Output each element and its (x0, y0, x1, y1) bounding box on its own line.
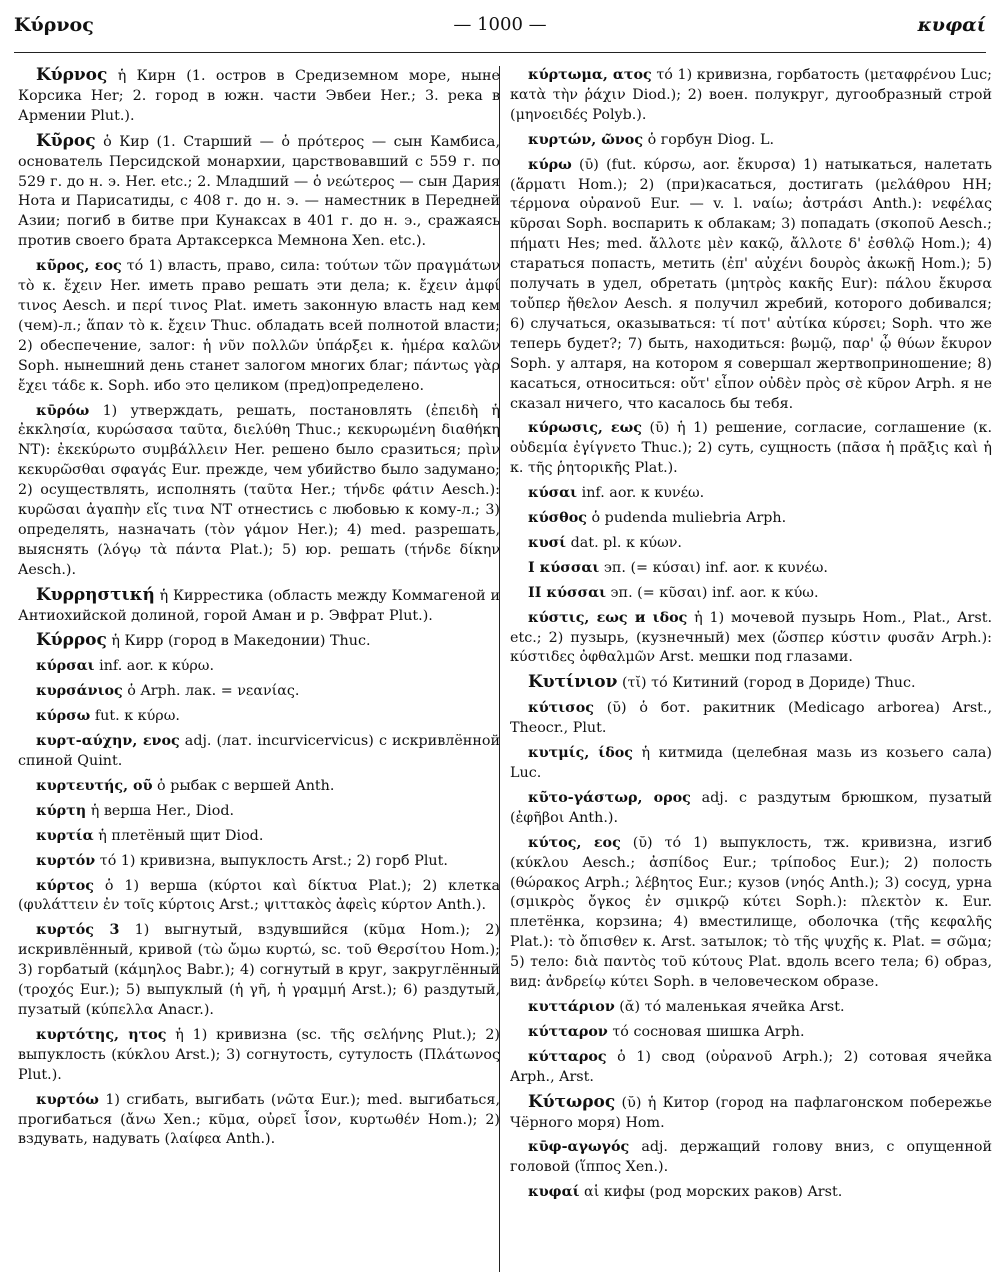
entry-definition: ὁ 1) верша (κύρτοι καὶ δίκτυα Plat.); 2) клетка (φυλάττειν ἐν τοῖς κύρτοις Arst.; ψιττακὸς ἀφεὶς κύρτον Anth.). (18, 877, 500, 914)
entry-headword: Κύρρος (36, 630, 107, 651)
entry-definition: (ῠ) ἡ Китор (город на пафлагонском побережье Чёрного моря) Hom. (510, 1094, 992, 1131)
dictionary-entry (18, 852, 500, 872)
entry-definition: 1) утверждать, решать, постановлять (ἐπειδὴ ἡ ἐκκλησία, κυρώσασα ταῦτα, διελύθη Thuc.; κεκυρωμένη διαθήκη NT): ἐκεκύρωτο συμβάλλειν Her. решено было сразиться; πρὶν κεκυρῶσθαι σφαγάς Eur. прежде, чем убийство было задумано; 2) осуществлять, исполнять (ταῦτα Her.; τήνδε φάτιν Aesch.): κυρῶσαι ἀγαπὴν εἴς τινα NT отнестись с любовью к кому-л.; 3) определять, назначать (τὸν γάμον Her.); 4) med. разрешать, выяснять (λόγῳ τὰ πάντα Plat.); 5) юр. решать (τήνδε δίκην Aesch.). (18, 402, 500, 578)
dictionary-entry (18, 707, 500, 727)
dictionary-entry (18, 402, 500, 581)
entry-definition: 1) сгибать, выгибать (νῶτα Eur.); med. выгибаться, прогибаться (ἄνω Xen.; κῦμα, οὐρεῖ ἶσον, κυρτωθέν Hom.); 2) вздувать, надувать (λαίφεα Anth.). (18, 1091, 500, 1148)
dictionary-entry (510, 66, 992, 126)
entry-definition: (ῠ) ὁ бот. ракитник (Medicago arborea) Arst., Theocr., Plut. (510, 700, 992, 737)
entry-definition: 1) выгнутый, вздувшийся (κῦμα Hom.); 2) искривлённый, кривой (τὼ ὤμω κυρτώ, sc. τοῦ Θερσίτου Hom.); 3) горбатый (κάμηλος Babr.); 4) согнутый в круг, закруглённый (τροχός Eur.); 5) выпуклый (ἡ γῆ, ἡ γραμμή Arst.); 6) раздутый, пузатый (κύπελλα Anacr.). (18, 922, 500, 1018)
dictionary-entry (510, 744, 992, 784)
dictionary-entry (510, 584, 992, 604)
entry-headword: κυτμίς, ίδος (528, 745, 633, 762)
dictionary-entry (510, 559, 992, 579)
entry-headword: κυφαί (528, 1184, 580, 1201)
entry-definition: (ῠ) τό 1) выпуклость, тж. кривизна, изгиб (κύκλου Aesch.; ἀσπίδος Eur.; τρίποδος Eur.); 2) полость (θώρακος Arph.; λέβητος Eur.; кузов (νηός Anth.); 3) сосуд, урна (σμικρὸς ὄγκος ἐν σμικρῷ κύτει Soph.): πλεκτὸν κ. Eur. плетёнка, корзина; 4) вместилище, оболочка (τῆς κεφαλῆς Plat.): τὸ ὄπισθεν κ. Arst. затылок; τὸ τῆς ψυχῆς κ. Plat. = σῶμα; 5) тело: διὰ παντὸς τοῦ κύτους Plat. вдоль всего тела; 6) образ, вид: ἀνδρείῳ κύτει Soph. в человеческом образе. (510, 834, 992, 991)
entry-headword: κυρσάνιος (36, 683, 123, 700)
entry-definition: adj. держащий голову вниз, с опущенной головой (ἵππος Xen.). (510, 1139, 992, 1176)
entry-definition: fut. к κύρω. (90, 708, 180, 725)
dictionary-entry (18, 1026, 500, 1086)
entry-definition: inf. aor. к κυνέω. (577, 485, 705, 502)
right-column (510, 66, 992, 1274)
entry-headword: κύρσω (36, 708, 91, 725)
entry-definition: ἡ верша Her., Diod. (86, 802, 235, 819)
entry-headword: κυρτία (36, 827, 94, 844)
entry-headword: II κύσσαι (528, 584, 606, 601)
dictionary-entry (18, 682, 500, 702)
header-rule (14, 52, 986, 53)
entry-headword: κύτταρος (528, 1048, 607, 1065)
entry-definition: (ῡ) (fut. κύρσω, aor. ἔκυρσα) 1) натыкаться, налетать (ἅρματι Hom.); 2) (при)касаться, достигать (μελάθρου HH; τέρμονα οὐρανοῦ Eur. — v. l. ναίω; ἀστράσι Anth.): νεφέλας κῦρσαι Soph. воспарить к облакам; 3) попадать (σκοποῦ Aesch.; πήματι Hes; med. ἄλλοτε μὲν κακῷ, ἄλλοτε δ' ἐσθλῷ Hom.); 4) стараться попасть, метить (ἐπ' αὐχένι δουρὸς ἀκωκῇ Hom.); 5) получать в удел, обретать (μητρὸς κακῆς Eur): πάλου ἔκυρσα τοὔπερ ἤθελον Aesch. я получил жребий, которого добивался; 6) случаться, оказываться: τί ποτ' αὐτίκα κύρσει; Soph. что же теперь будет?; 7) быть, находиться: βωμῷ, παρ' ᾧ θύων ἔκυρον Soph. у алтаря, на котором я совершал жертвоприношение; 8) касаться, относиться: οὔτ' εἶπον οὐδὲν πρὸς σὲ κῦρον Arph. я не сказал ничего, что касалось бы тебя. (510, 156, 992, 412)
entry-definition: (ᾰ) τό маленькая ячейка Arst. (614, 998, 845, 1015)
entry-definition: ἡ Киррестика (область между Коммагеной и Антиохийской долиной, горой Аман и р. Эвфрат Plut.). (18, 587, 500, 624)
entry-headword: Κῦρος (36, 130, 96, 151)
entry-definition: эп. (= κύσαι) inf. aor. к κυνέω. (599, 559, 828, 576)
entry-headword: κῡφ-αγωγός (528, 1139, 630, 1156)
entry-headword: Κυρρηστική (36, 584, 155, 605)
page-header (14, 14, 986, 44)
left-column (18, 66, 500, 1274)
dictionary-entry (510, 419, 992, 479)
dictionary-entry (18, 631, 500, 652)
entry-definition: ἡ Кирр (город в Македонии) Thuc. (106, 633, 371, 650)
entry-definition: adj. (лат. incurvicervicus) с искривлённой спиной Quint. (18, 733, 500, 769)
entry-definition: ἡ плетёный щит Diod. (93, 827, 264, 844)
entry-headword: κύρω (528, 156, 572, 173)
entry-definition: (ῡ) ἡ 1) решение, согласие, соглашение (κ. οὐδεμία ἐγίγνετο Thuc.); 2) суть, сущность (πᾶσα ἡ πρᾶξις καὶ ἡ κ. τῆς ῥητορικῆς Plat.). (510, 420, 992, 477)
entry-headword: κυρτός 3 (36, 922, 120, 939)
column-divider (499, 66, 500, 1272)
dictionary-entry (18, 586, 500, 627)
entry-definition: эп. (= κῦσαι) inf. aor. к κύω. (606, 584, 819, 601)
entry-headword: κυρτών, ῶνος (528, 131, 644, 148)
entry-definition: τό 1) кривизна, выпуклость Arst.; 2) горб Plut. (95, 852, 448, 869)
dictionary-entry (18, 1091, 500, 1151)
entry-headword: κυρτ-αύχην, ενος (36, 733, 180, 750)
dictionary-entry (510, 673, 992, 694)
entry-definition: ὁ рыбак с вершей Anth. (152, 777, 335, 794)
entry-headword: κυττάριον (528, 998, 615, 1015)
entry-headword: Κυτίνιον (528, 672, 618, 693)
entry-headword: κύστις, εως и ιδος (528, 609, 688, 626)
entry-definition: inf. aor. к κύρω. (94, 658, 215, 675)
entry-definition: ὁ горбун Diog. L. (643, 131, 774, 148)
entry-definition: αἱ кифы (род морских раков) Arst. (579, 1184, 843, 1201)
dictionary-entry (510, 484, 992, 504)
dictionary-entry (18, 921, 500, 1021)
dictionary-entry (510, 534, 992, 554)
entry-headword: κυρτόν (36, 852, 96, 869)
dictionary-entry (18, 777, 500, 797)
dictionary-entry (510, 834, 992, 993)
entry-definition: ἡ 1) кривизна (sc. τῆς σελήνης Plut.); 2) выпуклость (κύκλου Arst.); 3) согнутость, сутулость (Πλάτωνος Plut.). (18, 1026, 500, 1083)
entry-headword: κύτος, εος (528, 834, 621, 851)
entry-headword: κυρτόω (36, 1091, 99, 1108)
dictionary-entry (18, 877, 500, 917)
entry-definition: ὁ Кир (1. Старший — ὁ πρότερος — сын Камбиса, основатель Персидской монархии, царствовавший с 559 г. по 529 г. до н. э. Her. etc.; 2. Младший — ὁ νεώτερος — сын Дария Нота и Парисатиды, с 408 г. до н. э. — наместник в Передней Азии; погиб в битве при Кунаксах в 401 г. до н. э., сражаясь против своего брата Артаксеркса Мемнона Xen. etc.). (18, 133, 500, 250)
dictionary-entry (510, 998, 992, 1018)
entry-headword: Κύρνος (36, 66, 108, 85)
dictionary-entry (510, 509, 992, 529)
dictionary-entry (18, 732, 500, 772)
entry-definition: ἡ 1) мочевой пузырь Hom., Plat., Arst. etc.; 2) пузырь, (кузнечный) мех (ὥσπερ κύστιν φυσᾶν Arph.): κύστιδες ὀφθαλμῶν Arst. мешки под глазами. (510, 609, 992, 666)
running-head-right: κυφαί (917, 14, 986, 36)
dictionary-entry (18, 802, 500, 822)
entry-headword: κύρτος (36, 877, 95, 894)
dictionary-entry (510, 131, 992, 151)
entry-definition: ἡ Кирн (1. остров в Средиземном море, ныне Корсика Her; 2. город в южн. части Эвбеи Her.; 3. река в Армении Plut.). (18, 68, 500, 124)
entry-headword: κυρτότης, ητος (36, 1026, 167, 1043)
entry-headword: κύρσαι (36, 658, 95, 675)
entry-headword: κυσί (528, 534, 567, 551)
dictionary-entry (18, 657, 500, 677)
entry-headword: κῦρος, εος (36, 258, 122, 275)
dictionary-entry (510, 1023, 992, 1043)
entry-headword: I κύσσαι (528, 559, 600, 576)
entry-headword: Κύτωρος (528, 1091, 616, 1112)
dictionary-entry (18, 66, 500, 127)
entry-definition: (τῐ) τό Китиний (город в Дориде) Thuc. (617, 675, 916, 692)
page-number: — 1000 — (453, 14, 547, 35)
entry-headword: κύσαι (528, 485, 578, 502)
running-head-left: Κύρνος (14, 14, 94, 36)
dictionary-entry (18, 257, 500, 396)
dictionary-entry (510, 609, 992, 669)
dictionary-entry (510, 1093, 992, 1134)
entry-definition: τό 1) кривизна, горбатость (μεταφρένου Luc; κατὰ τὴν ῥάχιν Diod.); 2) воен. полукруг, дугообразный строй (μηνοειδές Polyb.). (510, 67, 992, 123)
entry-headword: κύτταρον (528, 1023, 608, 1040)
dictionary-entry (510, 1138, 992, 1178)
entry-headword: κύρτωμα, ατος (528, 67, 652, 83)
dictionary-entry (18, 132, 500, 252)
entry-definition: τό 1) власть, право, сила: τούτων τῶν πραγμάτων τὸ κ. ἔχειν Her. иметь право решать эти дела; κ. ἔχειν ἀμφί τινος Aesch. и περί τινος Plat. иметь законную власть над кем (чем)-л.; ἅπαν τὸ κ. ἔχειν Thuc. обладать всей полнотой власти; 2) обеспечение, залог: ἡ νῦν πολλῶν ὑπάρξει κ. ἡμέρα καλῶν Soph. нынешний день станет залогом многих благ; πάντως γὰρ ἔχει τάδε κ. Soph. ибо это целиком (пред)определено. (18, 258, 500, 394)
dictionary-entry (510, 156, 992, 415)
dictionary-entry (510, 789, 992, 829)
entry-headword: κῦτο-γάστωρ, ορος (528, 789, 691, 806)
entry-headword: κυρτευτής, οῦ (36, 777, 153, 794)
entry-definition: ὁ 1) свод (οὐρανοῦ Arph.); 2) сотовая ячейка Arph., Arst. (510, 1048, 992, 1085)
dictionary-entry (510, 1048, 992, 1088)
dictionary-entry (510, 1183, 992, 1203)
entry-headword: κύτισος (528, 700, 594, 717)
entry-definition: ἡ китмида (целебная мазь из козьего сала) Luc. (510, 745, 992, 781)
dictionary-entry (510, 699, 992, 739)
entry-headword: κύρτη (36, 802, 87, 819)
entry-definition: dat. pl. к κύων. (566, 534, 682, 551)
entry-definition: ὁ pudenda muliebria Arph. (586, 510, 787, 527)
entry-headword: κύρωσις, εως (528, 420, 642, 437)
entry-definition: ὁ Arph. лак. = νεανίας. (122, 683, 300, 700)
entry-headword: κῡρόω (36, 402, 90, 419)
entry-definition: adj. с раздутым брюшком, пузатый (ἐφῆβοι Anth.). (510, 789, 992, 826)
entry-definition: τό сосновая шишка Arph. (607, 1023, 805, 1040)
entry-headword: κύσθος (528, 510, 587, 527)
dictionary-entry (18, 827, 500, 847)
